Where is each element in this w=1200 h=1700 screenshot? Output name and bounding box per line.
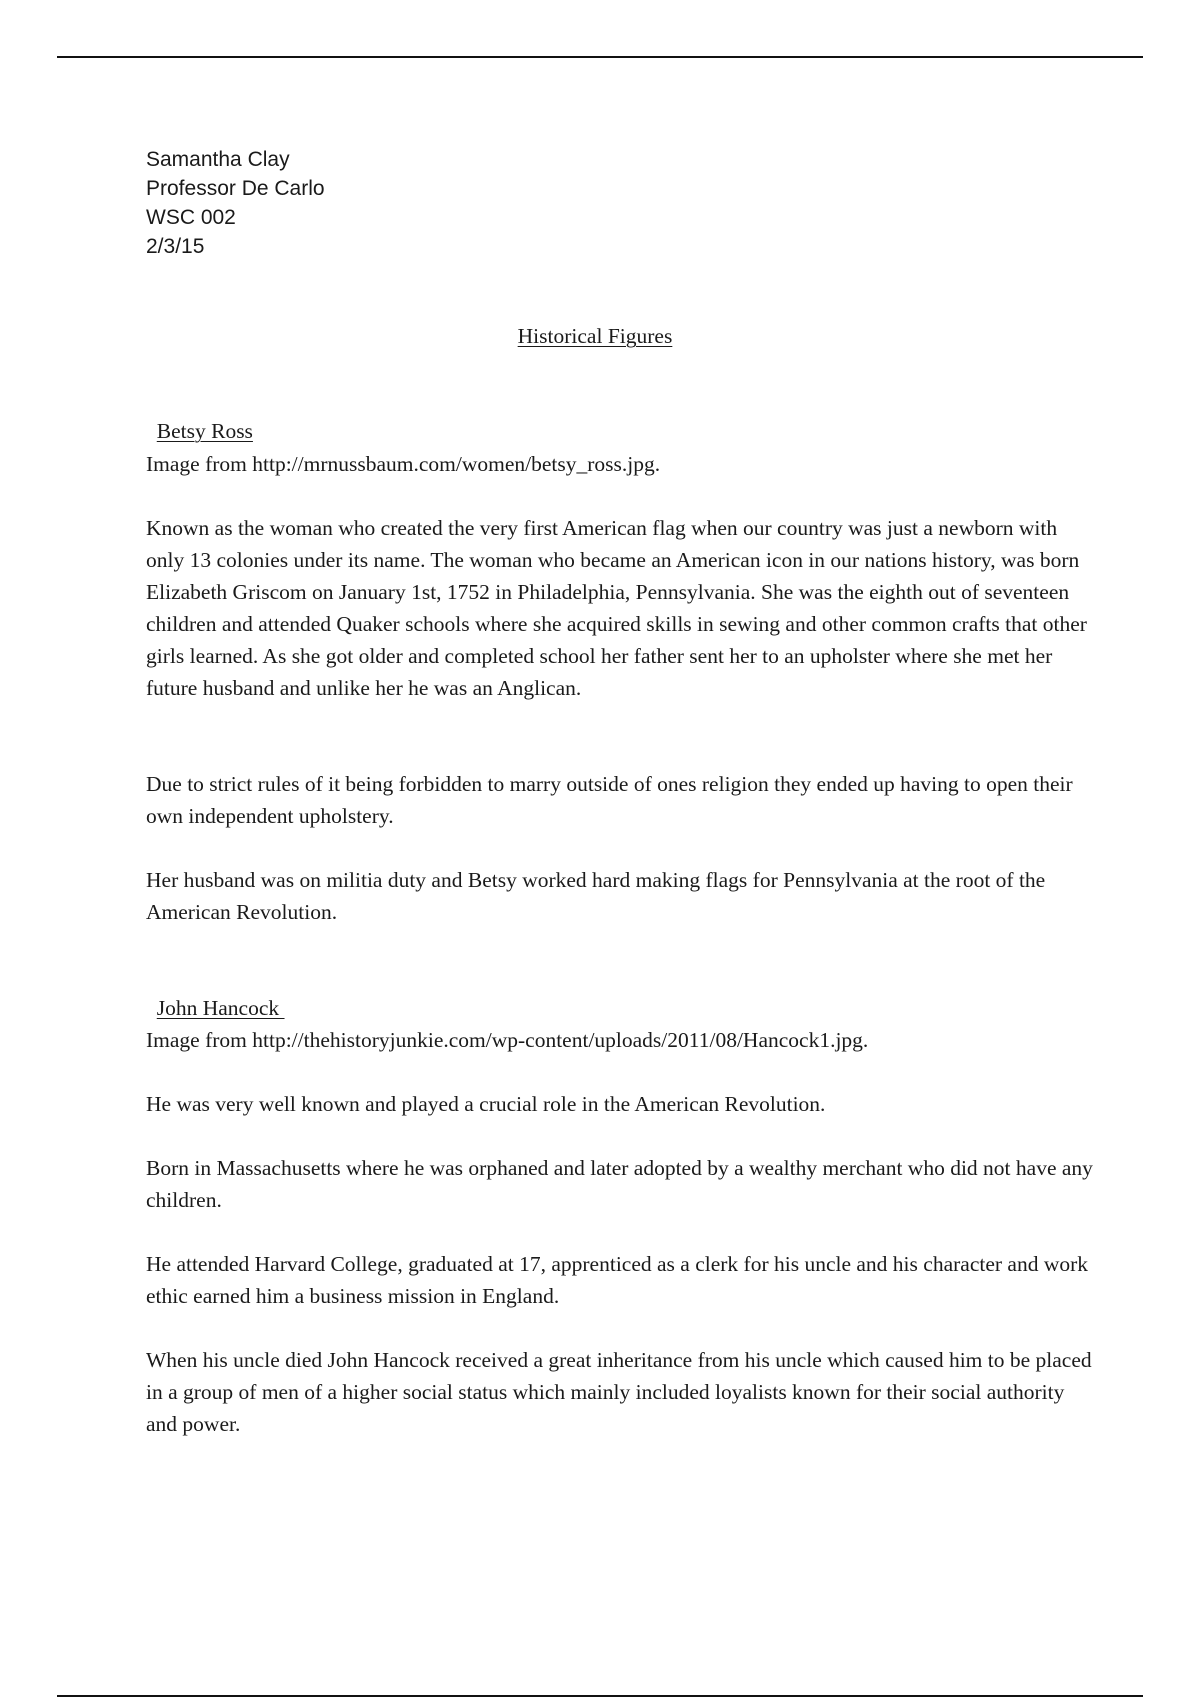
- paragraph-john-hancock-3: He attended Harvard College, graduated at 17, apprenticed as a clerk for his uncle and his character and work ethic earned him a business mission in England.: [146, 1252, 1089, 1308]
- image-credit-john-hancock: Image from http://thehistoryjunkie.com/wp-content/uploads/2011/08/Hancock1.jpg.: [146, 1028, 869, 1052]
- paragraph-john-hancock-1: He was very well known and played a crucial role in the American Revolution.: [146, 1092, 826, 1116]
- bottom-rule: [57, 1695, 1143, 1697]
- paragraph-betsy-ross-3: Her husband was on militia duty and Betsy worked hard making flags for Pennsylvania at the root of the American Revolution.: [146, 868, 1046, 924]
- paragraph-betsy-ross-1: Known as the woman who created the very first American flag when our country was just a newborn with only 13 colonies under its name. The woman who became an American icon in our nations history, was born Elizabeth Griscom on January 1st, 1752 in Philadelphia, Pennsylvania. She was the eighth out of seventeen children and attended Quaker schools where she acquired skills in sewing and other common crafts that other girls learned. As she got older and completed school her father sent her to an upholster where she met her future husband and unlike her he was an Anglican.: [146, 516, 1087, 700]
- course-code: WSC 002: [146, 206, 236, 229]
- paragraph-john-hancock-2: Born in Massachusetts where he was orphaned and later adopted by a wealthy merchant who did not have any children.: [146, 1156, 1093, 1212]
- paragraph-betsy-ross-2: Due to strict rules of it being forbidden to marry outside of ones religion they ended up having to open their own independent upholstery.: [146, 772, 1073, 828]
- section-heading-betsy-ross: Betsy Ross: [156, 419, 253, 443]
- page-title: [0, 320, 1190, 352]
- professor-name: Professor De Carlo: [146, 177, 325, 200]
- header-block: [146, 145, 325, 261]
- paragraph-john-hancock-4: When his uncle died John Hancock received a great inheritance from his uncle which caused him to be placed in a group of men of a higher social status which mainly included loyalists known for their social authority and power.: [146, 1348, 1092, 1436]
- author-name: Samantha Clay: [146, 148, 290, 171]
- date: 2/3/15: [146, 235, 205, 258]
- top-rule: [57, 56, 1143, 58]
- image-credit-betsy-ross: Image from http://mrnussbaum.com/women/betsy_ross.jpg.: [146, 452, 661, 476]
- page-title-text: Historical Figures: [517, 324, 673, 348]
- section-heading-john-hancock: John Hancock: [156, 996, 285, 1020]
